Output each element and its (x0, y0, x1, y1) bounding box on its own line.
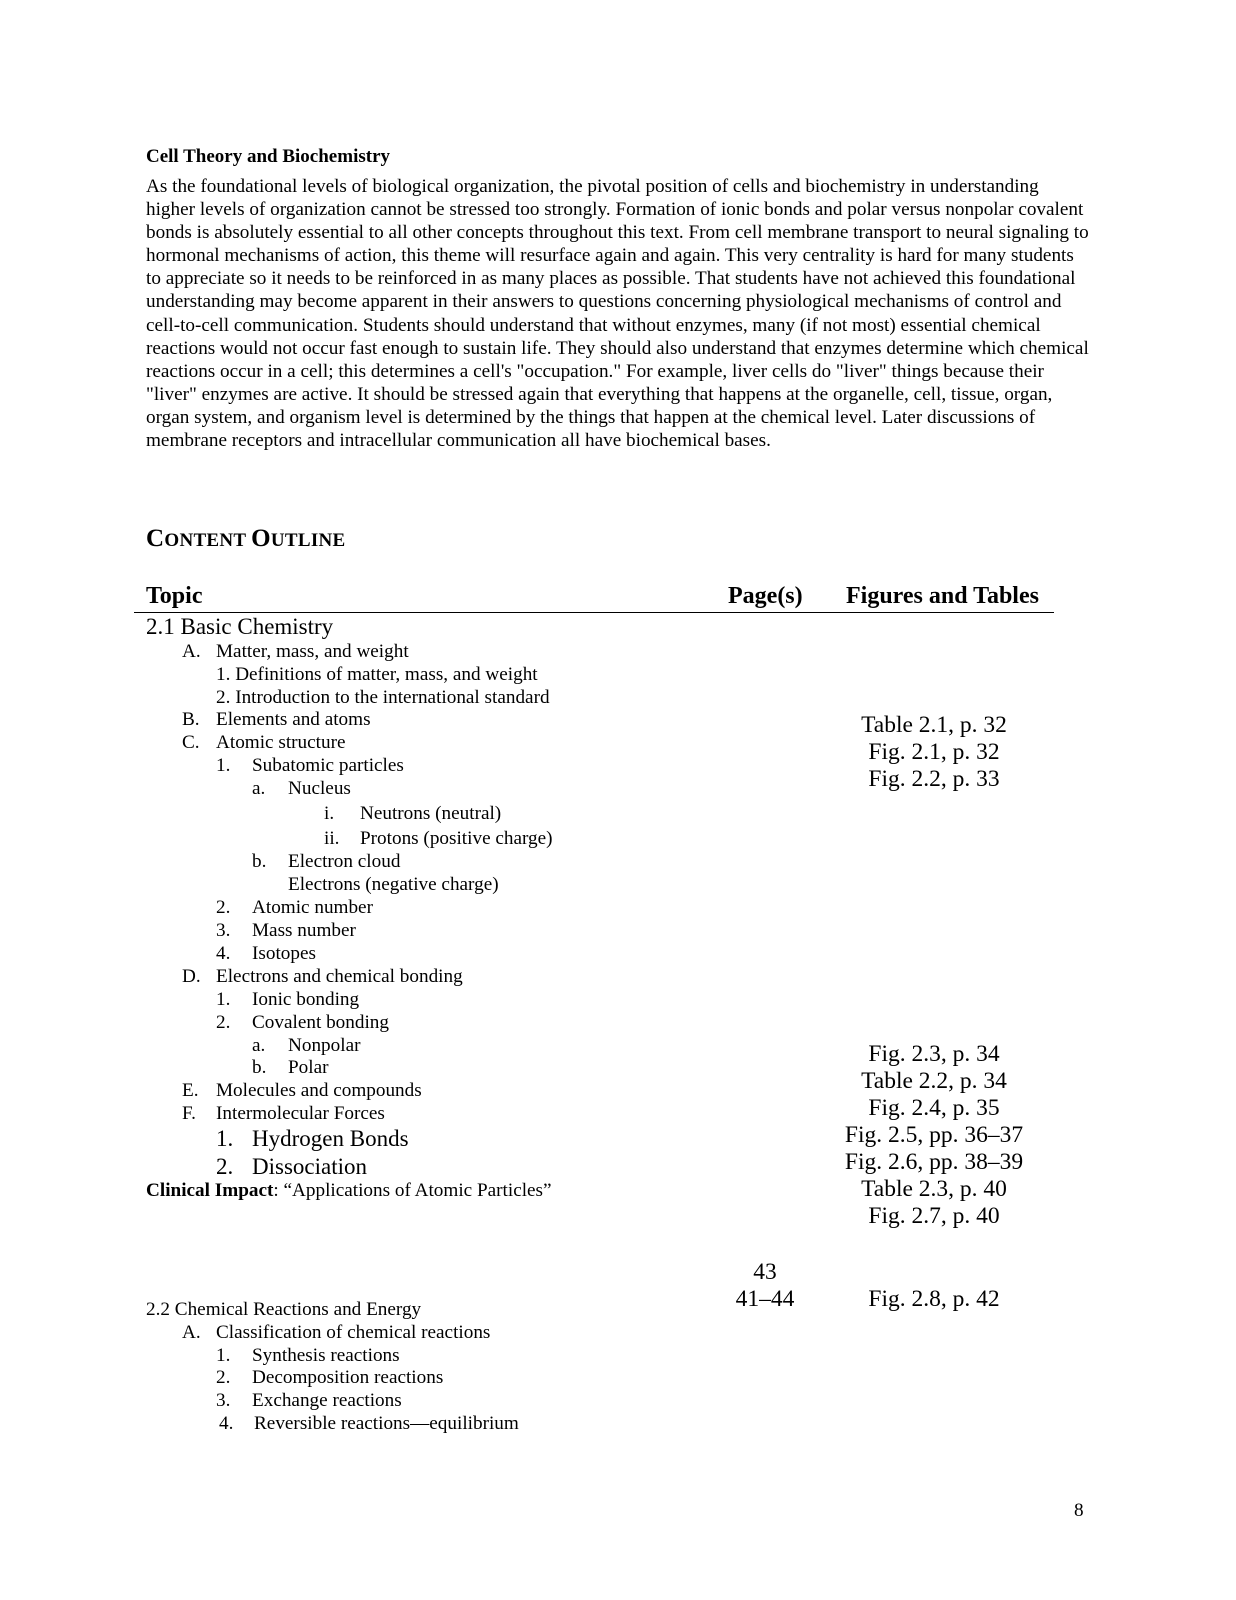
outline-row-label: 4. (216, 943, 231, 964)
outline-row-label: i. (324, 803, 335, 824)
heading-smallcaps-utline: UTLINE (270, 530, 346, 551)
outline-row-label: D. (182, 966, 201, 987)
page-ref: 41–44 (735, 1286, 795, 1312)
outline-row-text: Hydrogen Bonds (252, 1126, 409, 1151)
outline-row-label: 4. (219, 1413, 234, 1434)
outline-row-text: Electrons (negative charge) (288, 874, 499, 895)
clinical-impact-line (146, 1180, 552, 1202)
outline-row-text: Elements and atoms (216, 709, 371, 730)
clinical-impact-text: : “Applications of Atomic Particles” (273, 1180, 552, 1201)
outline-row-label: 3. (216, 920, 231, 941)
outline-row-text: Polar (288, 1057, 329, 1078)
outline-row-label: b. (252, 851, 267, 872)
figure-ref: Fig. 2.3, p. 34 (868, 1041, 1000, 1067)
figure-ref: Fig. 2.5, pp. 36–37 (844, 1122, 1024, 1148)
outline-row-label: 2. (216, 1154, 234, 1179)
page-ref: 43 (753, 1259, 777, 1285)
column-header-topic: Topic (146, 583, 203, 609)
outline-row-text: Reversible reactions—equilibrium (254, 1413, 519, 1434)
page-number: 8 (1074, 1500, 1084, 1521)
outline-row-label: 1. (216, 1345, 231, 1366)
outline-row-text: Electrons and chemical bonding (216, 966, 463, 987)
outline-row-text: Isotopes (252, 943, 316, 964)
outline-row-label: E. (182, 1080, 199, 1101)
outline-row-text: Atomic number (252, 897, 373, 918)
heading-cap-c: C (146, 525, 165, 552)
outline-row-text: Nucleus (288, 778, 351, 799)
outline-row-text: Classification of chemical reactions (216, 1322, 491, 1343)
figure-ref: Fig. 2.1, p. 32 (868, 739, 1000, 765)
outline-row-text: 1. Definitions of matter, mass, and weight (216, 664, 538, 685)
column-header-pages: Page(s) (728, 583, 803, 609)
outline-row-label: 2. (216, 1367, 231, 1388)
content-outline-heading (146, 524, 346, 556)
outline-row-label: F. (182, 1103, 196, 1124)
figure-ref: Fig. 2.4, p. 35 (868, 1095, 1000, 1121)
outline-row-label: a. (252, 778, 266, 799)
section-heading: Cell Theory and Biochemistry (146, 146, 391, 167)
outline-row-text: Dissociation (252, 1154, 367, 1179)
outline-row-text: Decomposition reactions (252, 1367, 444, 1388)
outline-row-label: C. (182, 732, 200, 753)
outline-row-label: A. (182, 641, 201, 662)
outline-row-label: 1. (216, 989, 231, 1010)
figure-ref: Fig. 2.2, p. 33 (868, 766, 1000, 792)
outline-row-label: ii. (324, 828, 340, 849)
outline-row-text: Mass number (252, 920, 356, 941)
heading-smallcaps-ontent: ONTENT (164, 530, 252, 551)
heading-cap-o: O (251, 525, 271, 552)
section-body-paragraph: As the foundational levels of biological organization, the pivotal position of cells and biochemistry in understanding higher levels of organization cannot be stressed too strongly. Formation of ionic bonds and polar versus nonpolar covalent bonds is absolutely essential to all other concepts throughout this text. From cell membrane transport to neural signaling to hormonal mechanisms of action, this theme will resurface again and again. This very centrality is hard for many students to appreciate so it needs to be reinforced in as many places as possible. That students have not achieved this foundational understanding may become apparent in their answers to questions concerning physiological mechanisms of control and cell-to-cell communication. Students should understand that without enzymes, many (if not most) essential chemical reactions would not occur fast enough to sustain life. They should also understand that enzymes determine which chemical reactions occur in a cell; this determines a cell's "occupation." For example, liver cells do "liver" things because their "liver" enzymes are active. It should be stressed again that everything that happens at the organelle, cell, tissue, organ, organ system, and organism level is determined by the things that happen at the chemical level. Later discussions of membrane receptors and intracellular communication all have biochemical bases. (146, 176, 1089, 452)
figure-ref: Table 2.3, p. 40 (861, 1176, 1007, 1202)
outline-row-text: Neutrons (neutral) (360, 803, 502, 824)
outline-row-text: Ionic bonding (252, 989, 360, 1010)
outline-row-text: Electron cloud (288, 851, 401, 872)
outline-section-2-1: 2.1 Basic Chemistry (146, 614, 334, 639)
outline-row-label: A. (182, 1322, 201, 1343)
outline-row-label: B. (182, 709, 200, 730)
outline-row-text: Protons (positive charge) (360, 828, 553, 849)
column-header-figures: Figures and Tables (846, 583, 1039, 609)
outline-row-text: Molecules and compounds (216, 1080, 422, 1101)
outline-row-label: 1. (216, 755, 231, 776)
outline-row-text: 2. Introduction to the international standard (216, 687, 550, 708)
clinical-impact-label: Clinical Impact (146, 1180, 274, 1201)
outline-row-label: a. (252, 1035, 266, 1056)
outline-section-2-2: 2.2 Chemical Reactions and Energy (146, 1299, 422, 1320)
outline-row-text: Exchange reactions (252, 1390, 402, 1411)
outline-row-label: 1. (216, 1126, 234, 1151)
figure-ref: Fig. 2.7, p. 40 (868, 1203, 1000, 1229)
figure-ref: Fig. 2.6, pp. 38–39 (844, 1149, 1024, 1175)
figure-ref: Fig. 2.8, p. 42 (868, 1286, 1000, 1312)
outline-row-text: Atomic structure (216, 732, 346, 753)
outline-row-text: Matter, mass, and weight (216, 641, 409, 662)
figure-ref: Table 2.2, p. 34 (861, 1068, 1007, 1094)
figure-ref: Table 2.1, p. 32 (861, 712, 1007, 738)
outline-row-text: Covalent bonding (252, 1012, 389, 1033)
outline-row-text: Intermolecular Forces (216, 1103, 385, 1124)
outline-row-label: b. (252, 1057, 267, 1078)
outline-row-label: 3. (216, 1390, 231, 1411)
outline-row-text: Nonpolar (288, 1035, 361, 1056)
outline-row-text: Subatomic particles (252, 755, 404, 776)
outline-row-label: 2. (216, 897, 231, 918)
outline-row-label: 2. (216, 1012, 231, 1033)
outline-row-text: Synthesis reactions (252, 1345, 400, 1366)
